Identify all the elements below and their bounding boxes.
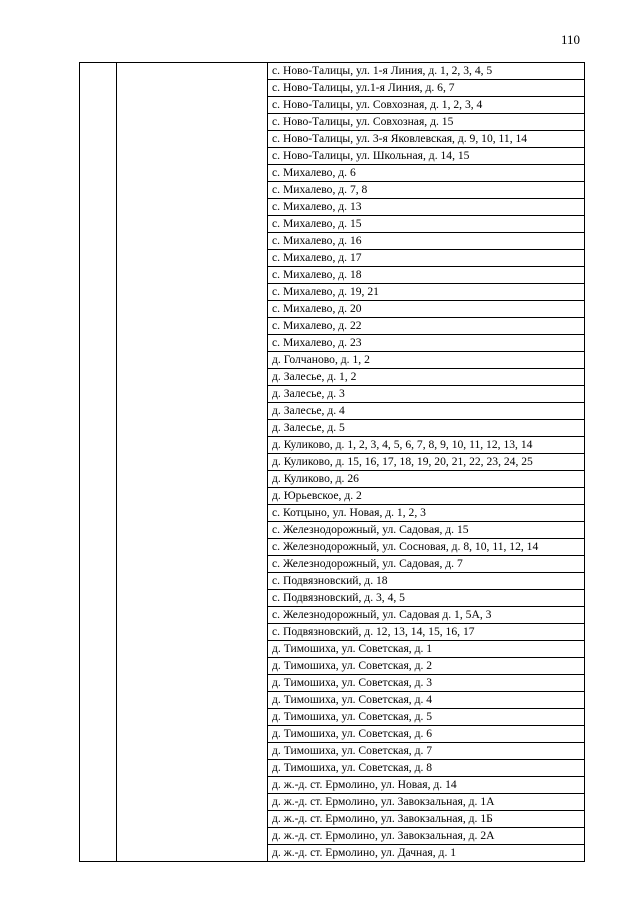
address-cell: с. Михалево, д. 16 — [268, 233, 585, 250]
address-cell: с. Михалево, д. 17 — [268, 250, 585, 267]
table-row — [80, 63, 585, 80]
address-cell: д. Юрьевское, д. 2 — [268, 488, 585, 505]
address-cell: с. Ново-Талицы, ул. Совхозная, д. 15 — [268, 114, 585, 131]
address-table-body — [80, 63, 585, 862]
address-cell: с. Котцыно, ул. Новая, д. 1, 2, 3 — [268, 505, 585, 522]
address-cell: с. Ново-Талицы, ул. Школьная, д. 14, 15 — [268, 148, 585, 165]
address-cell: д. Тимошиха, ул. Советская, д. 6 — [268, 726, 585, 743]
address-cell: д. Куликово, д. 26 — [268, 471, 585, 488]
address-table — [79, 62, 585, 862]
address-cell: д. Тимошиха, ул. Советская, д. 5 — [268, 709, 585, 726]
address-cell: д. Тимошиха, ул. Советская, д. 8 — [268, 760, 585, 777]
address-cell: д. Тимошиха, ул. Советская, д. 1 — [268, 641, 585, 658]
address-cell: с. Подвязновский, д. 18 — [268, 573, 585, 590]
address-cell: д. Залесье, д. 3 — [268, 386, 585, 403]
address-cell: с. Михалево, д. 19, 21 — [268, 284, 585, 301]
address-cell: д. Куликово, д. 15, 16, 17, 18, 19, 20, 21, 22, 23, 24, 25 — [268, 454, 585, 471]
page-number: 110 — [560, 32, 580, 47]
address-cell: с. Михалево, д. 23 — [268, 335, 585, 352]
address-cell: с. Ново-Талицы, ул. 1-я Линия, д. 1, 2, 3, 4, 5 — [268, 63, 585, 80]
address-cell: д. ж.-д. ст. Ермолино, ул. Новая, д. 14 — [268, 777, 585, 794]
address-cell: с. Михалево, д. 22 — [268, 318, 585, 335]
address-cell: с. Михалево, д. 20 — [268, 301, 585, 318]
address-cell: с. Железнодорожный, ул. Садовая, д. 15 — [268, 522, 585, 539]
address-cell: с. Ново-Талицы, ул.1-я Линия, д. 6, 7 — [268, 80, 585, 97]
address-cell: с. Михалево, д. 15 — [268, 216, 585, 233]
address-cell: д. Залесье, д. 1, 2 — [268, 369, 585, 386]
address-cell: д. Залесье, д. 4 — [268, 403, 585, 420]
address-cell: д. ж.-д. ст. Ермолино, ул. Завокзальная, д. 2А — [268, 828, 585, 845]
address-cell: д. Тимошиха, ул. Советская, д. 7 — [268, 743, 585, 760]
address-cell: д. ж.-д. ст. Ермолино, ул. Дачная, д. 1 — [268, 845, 585, 862]
address-cell: с. Железнодорожный, ул. Садовая, д. 7 — [268, 556, 585, 573]
address-cell: с. Михалево, д. 7, 8 — [268, 182, 585, 199]
address-cell: д. Куликово, д. 1, 2, 3, 4, 5, 6, 7, 8, 9, 10, 11, 12, 13, 14 — [268, 437, 585, 454]
address-cell: с. Ново-Талицы, ул. 3-я Яковлевская, д. 9, 10, 11, 14 — [268, 131, 585, 148]
empty-name-cell — [117, 63, 268, 862]
address-cell: с. Михалево, д. 13 — [268, 199, 585, 216]
address-cell: с. Железнодорожный, ул. Сосновая, д. 8, 10, 11, 12, 14 — [268, 539, 585, 556]
address-cell: с. Подвязновский, д. 12, 13, 14, 15, 16, 17 — [268, 624, 585, 641]
address-cell: с. Ново-Талицы, ул. Совхозная, д. 1, 2, 3, 4 — [268, 97, 585, 114]
address-cell: д. ж.-д. ст. Ермолино, ул. Завокзальная, д. 1А — [268, 794, 585, 811]
address-cell: д. Тимошиха, ул. Советская, д. 3 — [268, 675, 585, 692]
address-cell: с. Железнодорожный, ул. Садовая д. 1, 5А, 3 — [268, 607, 585, 624]
address-cell: д. ж.-д. ст. Ермолино, ул. Завокзальная, д. 1Б — [268, 811, 585, 828]
address-cell: д. Голчаново, д. 1, 2 — [268, 352, 585, 369]
address-cell: д. Залесье, д. 5 — [268, 420, 585, 437]
address-cell: д. Тимошиха, ул. Советская, д. 2 — [268, 658, 585, 675]
address-cell: с. Подвязновский, д. 3, 4, 5 — [268, 590, 585, 607]
address-cell: с. Михалево, д. 18 — [268, 267, 585, 284]
empty-number-cell — [80, 63, 117, 862]
address-cell: с. Михалево, д. 6 — [268, 165, 585, 182]
address-cell: д. Тимошиха, ул. Советская, д. 4 — [268, 692, 585, 709]
